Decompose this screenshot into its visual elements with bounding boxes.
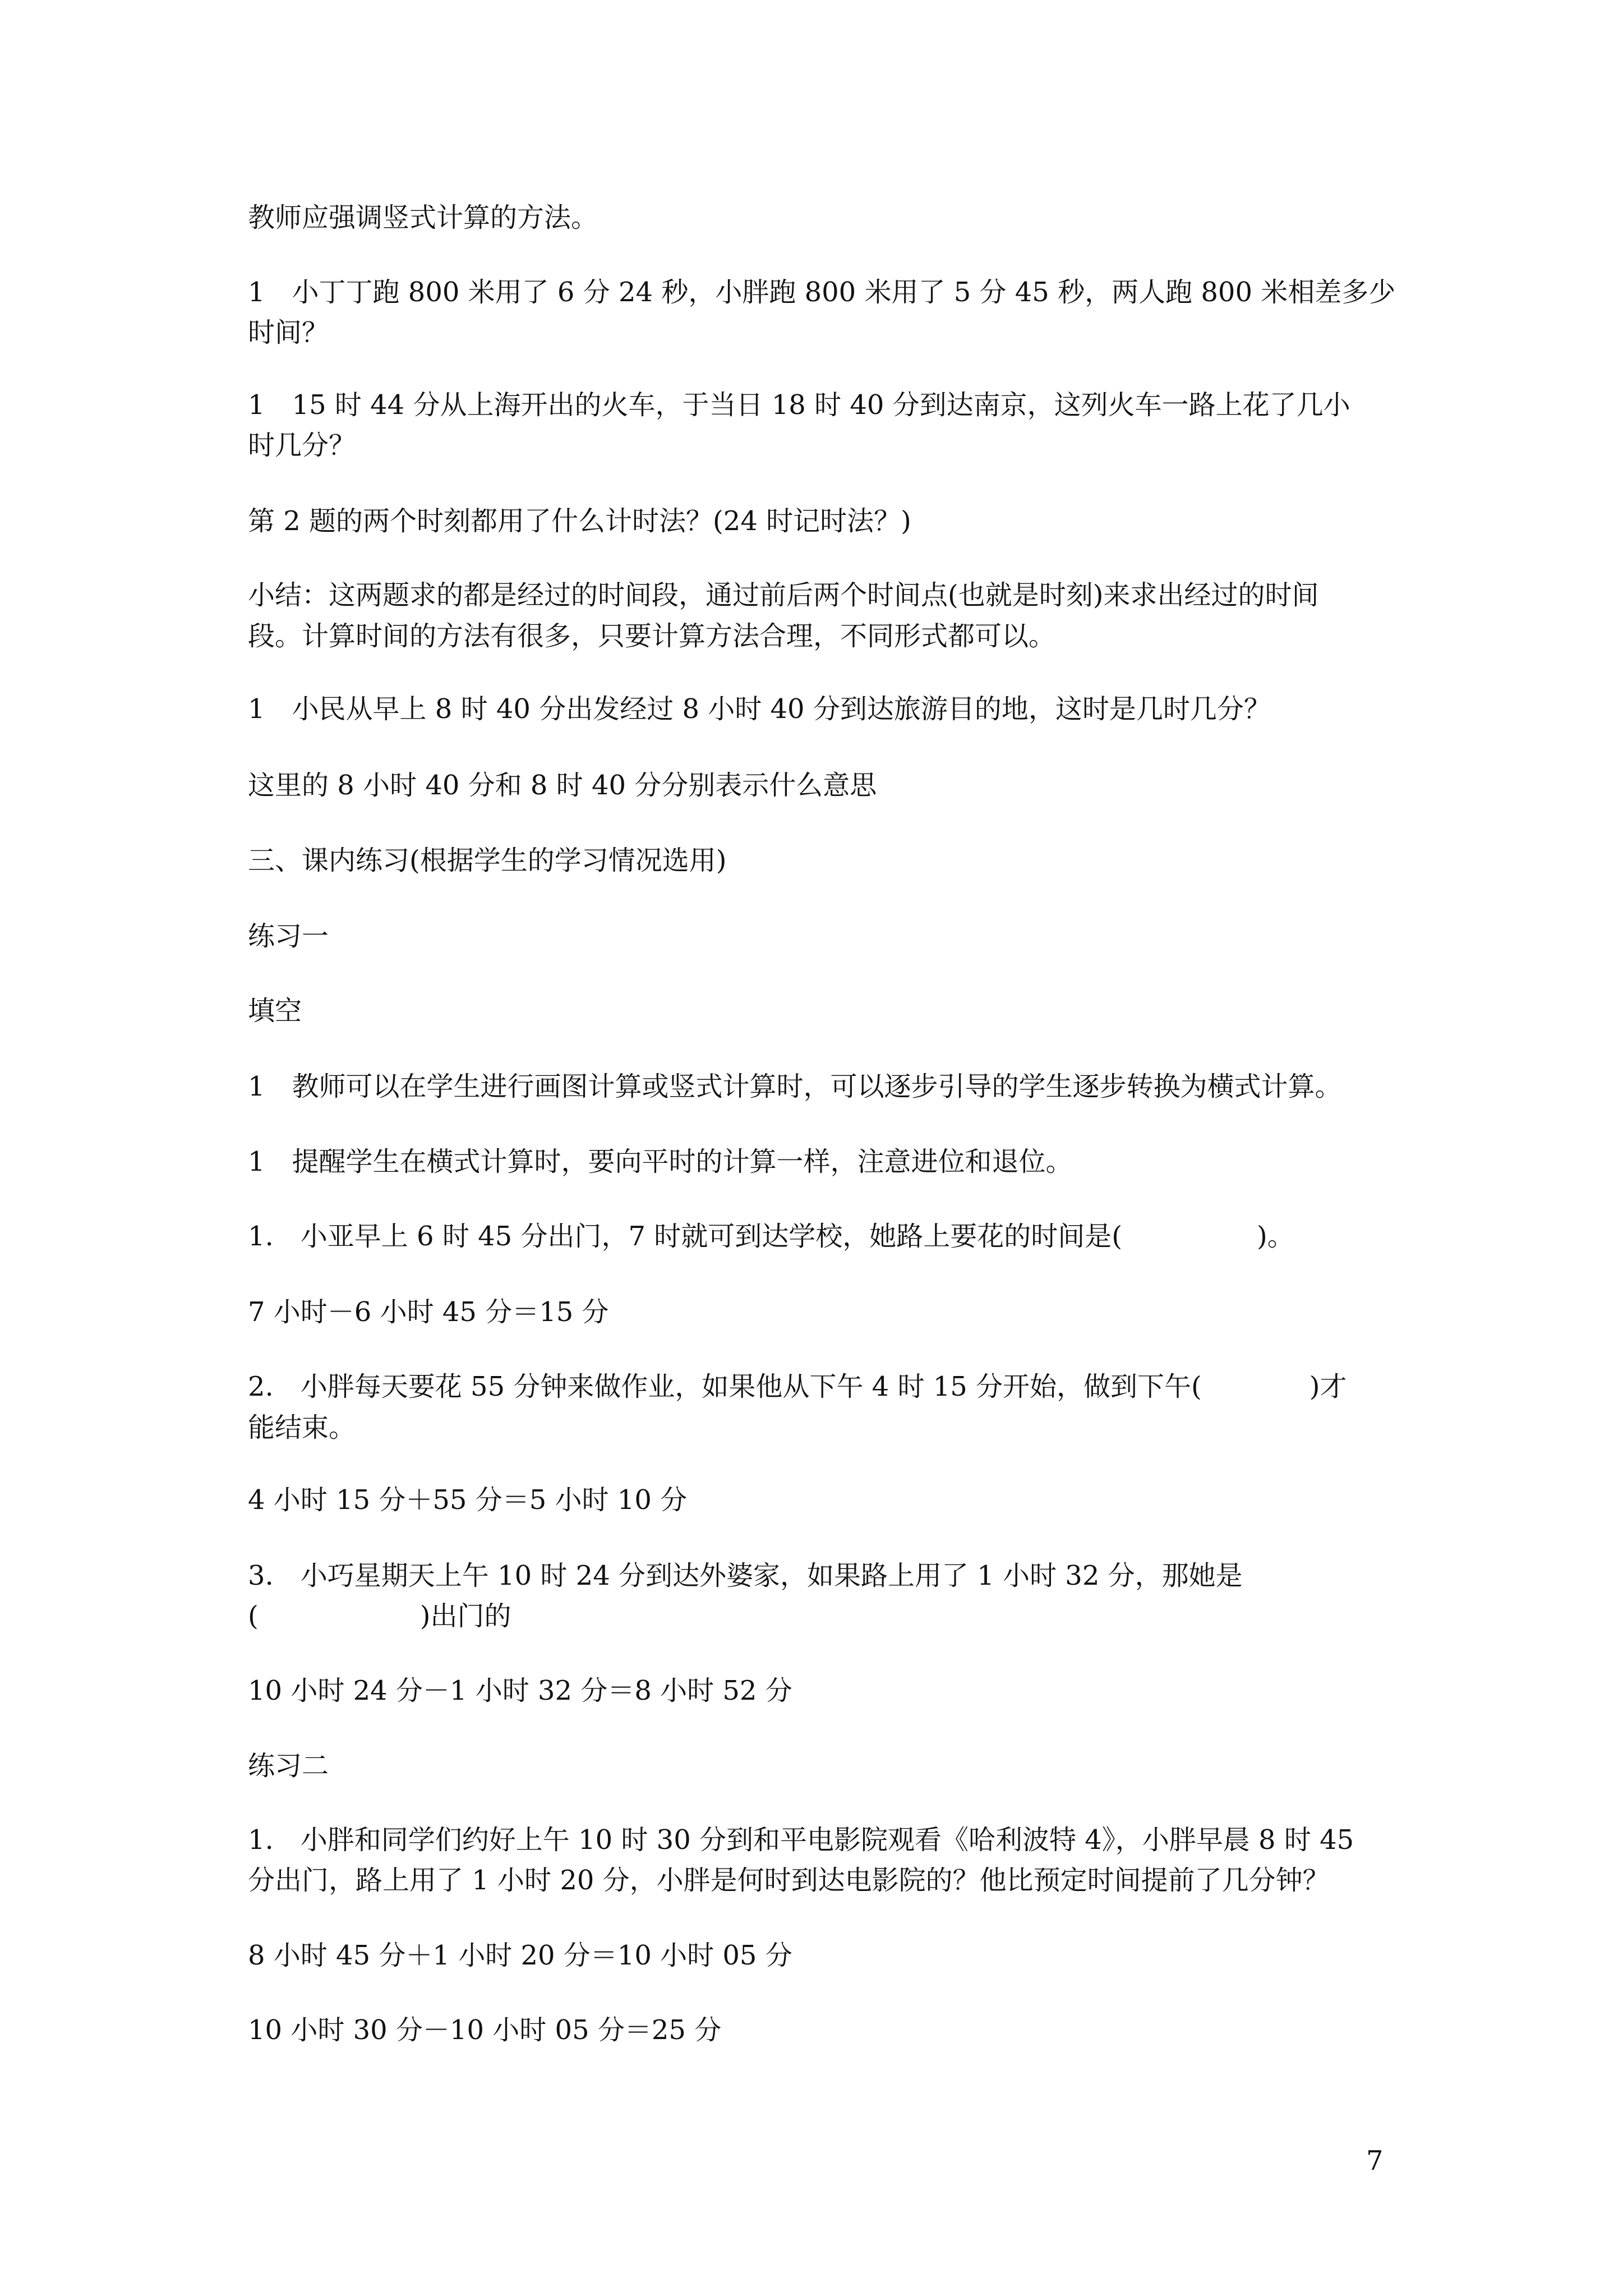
text-line: 小结：这两题求的都是经过的时间段，通过前后两个时间点(也就是时刻)来求出经过的时间 [248, 579, 1319, 611]
section-heading: 三、课内练习(根据学生的学习情况选用) [248, 845, 727, 876]
text-line: 分出门，路上用了 1 小时 20 分，小胖是何时到达电影院的？他比预定时间提前了几分钟？ [248, 1865, 1330, 1896]
text-line: 时几分？ [248, 430, 356, 461]
text-line: ( )出门的 [248, 1600, 511, 1632]
text-line: 第 2 题的两个时刻都用了什么计时法？(24 时记时法？) [248, 505, 911, 537]
text-line: 10 小时 30 分－10 小时 05 分＝25 分 [248, 2014, 722, 2046]
text-line: 1 提醒学生在横式计算时，要向平时的计算一样，注意进位和退位。 [248, 1146, 1073, 1177]
text-line: 1. 小亚早上 6 时 45 分出门，7 时就可到达学校，她路上要花的时间是( )。 [248, 1221, 1294, 1252]
text-line: 10 小时 24 分－1 小时 32 分＝8 小时 52 分 [248, 1675, 792, 1706]
text-line: 练习二 [248, 1750, 329, 1782]
text-line: 能结束。 [248, 1412, 356, 1443]
text-line: 练习一 [248, 921, 329, 952]
text-line: 8 小时 45 分＋1 小时 20 分＝10 小时 05 分 [248, 1940, 792, 1971]
text-line: 4 小时 15 分＋55 分＝5 小时 10 分 [248, 1484, 688, 1516]
text-line: 段。计算时间的方法有很多，只要计算方法合理，不同形式都可以。 [248, 620, 1056, 652]
text-line: 1 教师可以在学生进行画图计算或竖式计算时，可以逐步引导的学生逐步转换为横式计算。 [248, 1071, 1342, 1102]
text-line: 1 小丁丁跑 800 米用了 6 分 24 秒，小胖跑 800 米用了 5 分 45 秒，两人跑 800 米相差多少 [248, 277, 1396, 308]
text-line: 1 小民从早上 8 时 40 分出发经过 8 小时 40 分到达旅游目的地，这时是几时几分？ [248, 693, 1271, 725]
text-line: 7 小时－6 小时 45 分＝15 分 [248, 1296, 609, 1328]
page-number: 7 [1366, 2145, 1384, 2177]
text-line: 时间？ [248, 317, 329, 348]
text-line: 1 15 时 44 分从上海开出的火车，于当日 18 时 40 分到达南京，这列火车一路上花了几小 [248, 389, 1350, 421]
text-line: 填空 [248, 995, 302, 1027]
text-line: 教师应强调竖式计算的方法。 [248, 202, 598, 233]
text-line: 3. 小巧星期天上午 10 时 24 分到达外婆家，如果路上用了 1 小时 32 分，那她是 [248, 1560, 1243, 1591]
text-line: 1. 小胖和同学们约好上午 10 时 30 分到和平电影院观看《哈利波特 4》，小胖早晨 8 时 45 [248, 1824, 1354, 1856]
text-line: 2. 小胖每天要花 55 分钟来做作业，如果他从下午 4 时 15 分开始，做到下午( )才 [248, 1371, 1347, 1402]
text-line: 这里的 8 小时 40 分和 8 时 40 分分别表示什么意思 [248, 770, 877, 801]
